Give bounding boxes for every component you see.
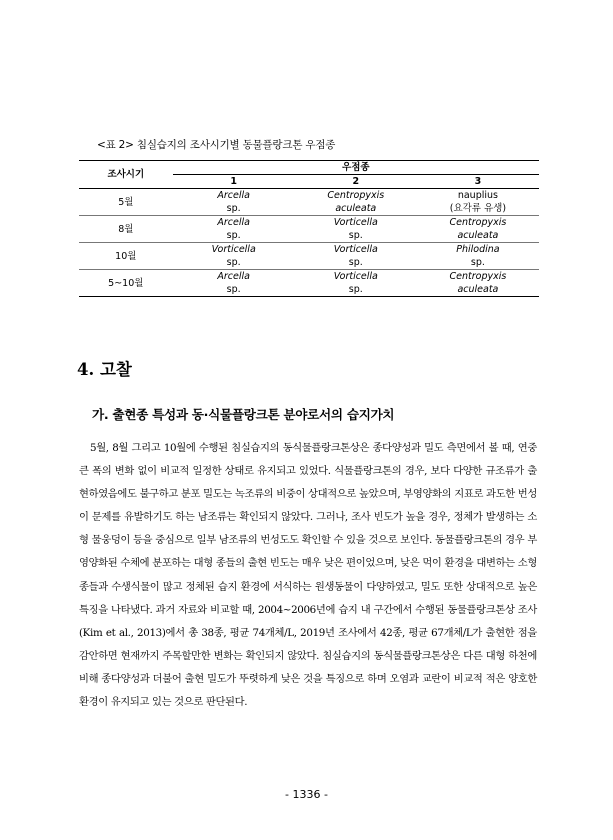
page-number: - 1336 - [285,788,328,801]
row-period: 10월 [79,243,173,270]
genus-cell: Arcella [217,190,250,201]
species-cell: sp. [295,229,417,243]
genus-cell: Vorticella [333,271,378,282]
species-cell: (요각류 유생) [417,202,539,216]
section-title: 4. 고찰 [77,360,132,379]
genus-cell: Arcella [217,217,250,228]
species-cell: sp. [348,284,363,295]
genus-cell: Arcella [217,271,250,282]
species-cell: sp. [173,229,295,243]
species-cell: sp. [295,256,417,270]
species-cell: sp. [173,202,295,216]
body-paragraph: 5월, 8월 그리고 10월에 수행된 침실습지의 동식물플랑크톤상은 종다양성과 밀도 측면에서 볼 때, 연중 큰 폭의 변화 없이 비교적 일정한 상태로 유지되고 있었다. 식물플랑크톤의 경우, 보다 다양한 규조류가 출현하였음에도 불구하고 분포 밀도는 녹조류의 비중이 상대적으로 높았으며, 부영양화의 지표로 과도한 번성이 문제를 유발하기도 하는 남조류는 확인되지 않았다. 그러나, 조사 빈도가 높을 경우, 정체가 발생하는 소형 물웅덩이 등을 중심으로 일부 남조류의 번성도도 확인할 수 있을 것으로 보인다. 동물플랑크톤의 경우 부영양화된 수체에 분포하는 대형 종들의 출현 빈도는 매우 낮은 편이었으며, 낮은 먹이 환경을 대변하는 소형 종들과 수생식물이 많고 정체된 습지 환경에 서식하는 원생동물이 다양하였고, 밀도 또한 상대적으로 높은 특징을 나타냈다. 과거 자료와 비교할 때, 2004~2006년에 습지 내 구간에서 수행된 동물플랑크톤상 조사(Kim et al., 2013)에서 총 38종, 평균 74개체/L, 2019년 조사에서 42종, 평균 67개체/L가 출현한 점을 감안하면 현재까지 주목할만한 변화는 확인되지 않았다. 침실습지의 동식물플랑크톤상은 다른 대형 하천에 비해 종다양성과 더불어 출현 밀도가 뚜렷하게 낮은 것을 특징으로 하며 오염과 교란이 비교적 적은 양호한 환경이 유지되고 있는 것으로 판단된다. [79,442,537,709]
header-col-2: 2 [295,175,417,189]
species-cell: sp. [173,256,295,270]
subsection-title: 가. 출현종 특성과 동·식물플랑크톤 분야로서의 습지가치 [92,407,395,422]
species-cell: sp. [417,256,539,270]
genus-cell: Vorticella [333,217,378,228]
genus-cell: Philodina [456,244,500,255]
table-caption: <표 2> 침실습지의 조사시기별 동물플랑크톤 우점종 [97,139,336,151]
row-period: 5~10월 [108,277,144,289]
row-period: 8월 [79,216,173,243]
header-period: 조사시기 [79,161,173,189]
genus-cell: Centropyxis [327,190,385,201]
species-cell: aculeata [295,202,417,216]
genus-cell: Vorticella [211,244,256,255]
row-period: 5월 [79,189,173,216]
dominant-species-table [79,160,539,297]
genus-cell: Centropyxis [449,217,507,228]
species-cell: aculeata [457,284,499,295]
genus-cell: Vorticella [333,244,378,255]
header-dominant: 우점종 [173,161,539,175]
genus-cell: nauplius [457,190,498,201]
species-cell: sp. [226,284,241,295]
header-col-3: 3 [417,175,539,189]
header-col-1: 1 [173,175,295,189]
genus-cell: Centropyxis [449,271,507,282]
species-cell: aculeata [417,229,539,243]
